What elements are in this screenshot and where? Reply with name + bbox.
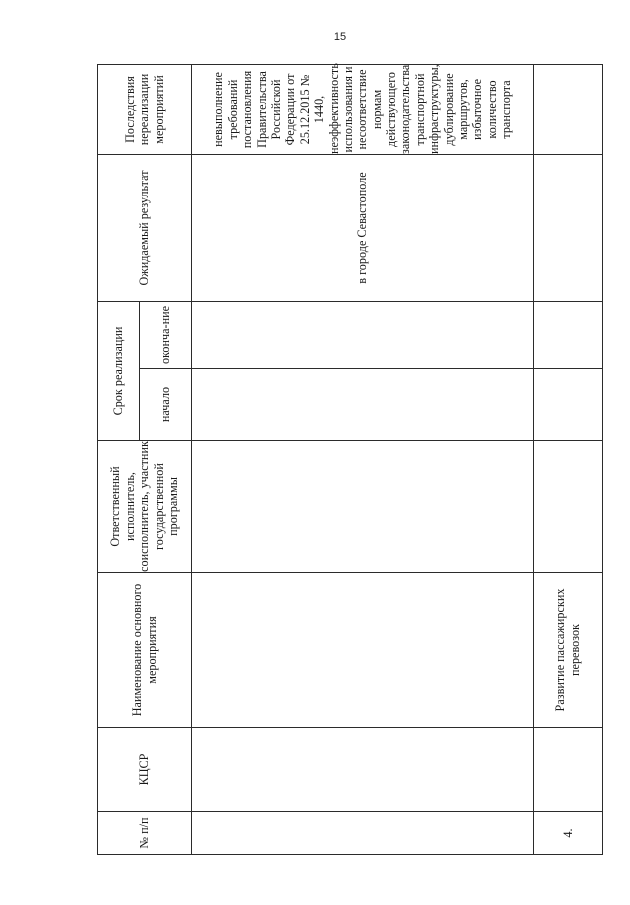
- header-term-start: начало: [140, 369, 192, 441]
- header-result: Ожидаемый результат: [98, 154, 192, 301]
- cell-term-start: [534, 369, 603, 441]
- cell-result: в городе Севастополе: [192, 154, 534, 301]
- rotated-table-wrapper: [97, 65, 602, 855]
- cell-result: [534, 154, 603, 301]
- cell-kcsr: [534, 728, 603, 812]
- cell-name: [192, 573, 534, 728]
- table-row-continued: [192, 64, 534, 854]
- cell-responsible: [534, 441, 603, 573]
- cell-term-end: [192, 301, 534, 368]
- header-kcsr: КЦСР: [98, 728, 192, 812]
- page-number: 15: [333, 31, 347, 43]
- cell-num: [192, 812, 534, 855]
- table-row-4: [534, 64, 603, 854]
- header-name: Наименование основного мероприятия: [98, 573, 192, 728]
- cell-name: Развитие пассажирских перевозок: [534, 573, 603, 728]
- header-responsible: Ответственный исполнитель, соисполнитель, участник государственной программы: [98, 441, 192, 573]
- header-num: № п/п: [98, 812, 192, 855]
- header-consequences: Последствия нереализации мероприятий: [98, 64, 192, 154]
- cell-num: 4.: [534, 812, 603, 855]
- header-term-end: оконча-ние: [140, 301, 192, 368]
- cell-consequences: невыполнение требований постановления Правительства Российской Федерации от 25.12.2015 № 1440, неэффективность использования и несоответствие нормам действующего законодательства транспортной инфраструктуры, дублирование маршрутов, избыточное количество транспорта: [192, 64, 534, 154]
- cell-term-start: [192, 369, 534, 441]
- cell-term-end: [534, 301, 603, 368]
- cell-kcsr: [192, 728, 534, 812]
- cell-consequences: [534, 64, 603, 154]
- measures-table: [97, 64, 603, 855]
- cell-responsible: [192, 441, 534, 573]
- header-term: Срок реализации: [98, 301, 140, 440]
- header-row-top: [98, 64, 140, 854]
